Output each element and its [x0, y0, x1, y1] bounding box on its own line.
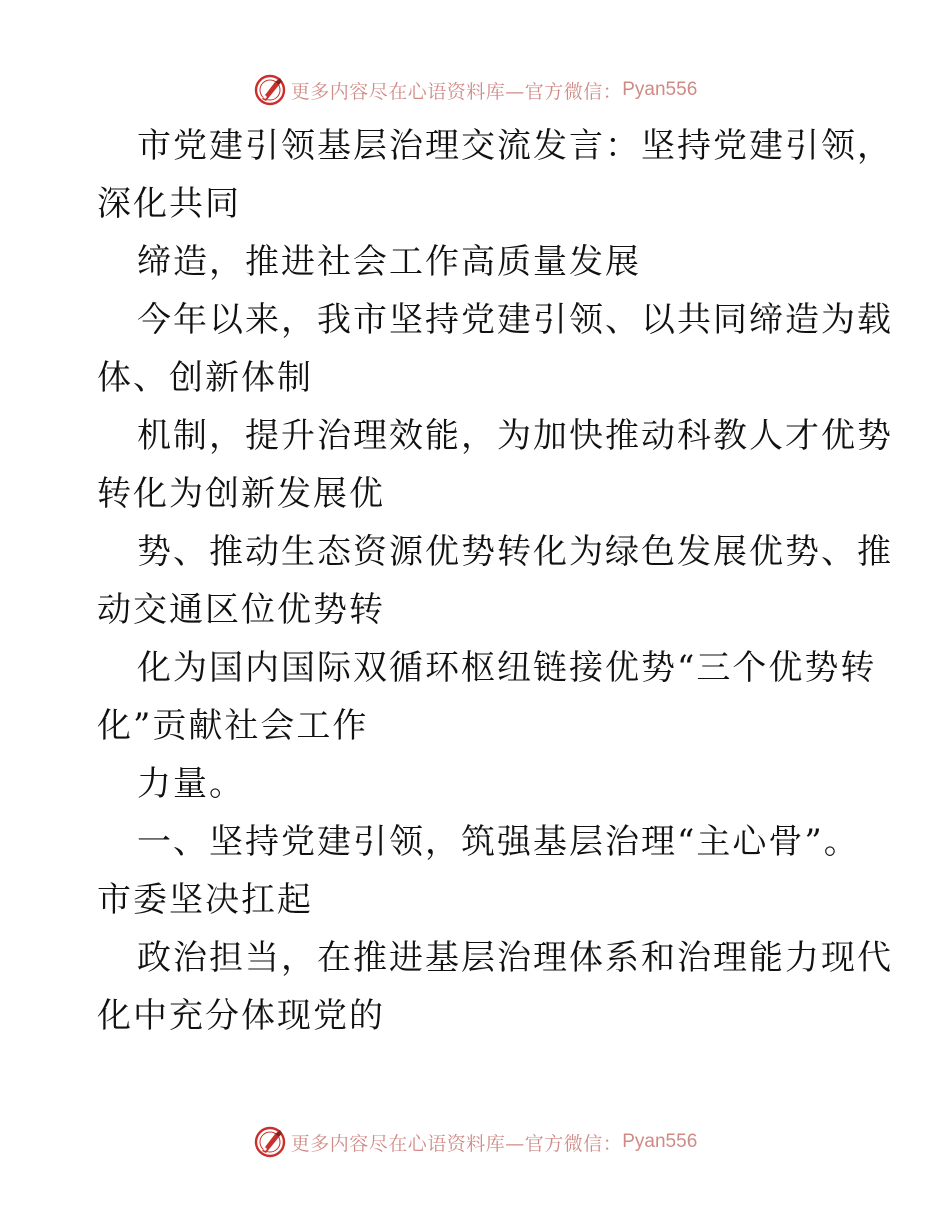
- text-line: 政治担当，在推进基层治理体系和治理能力现代: [137, 938, 893, 978]
- watermark-wechat-id: Pyan556: [622, 79, 698, 100]
- watermark-text: 更多内容尽在心语资料库—官方微信：: [290, 80, 623, 103]
- text-line: 缔造，推进社会工作高质量发展: [137, 242, 641, 282]
- text-line: 市委坚决扛起: [97, 880, 313, 920]
- text-line: 市党建引领基层治理交流发言：坚持党建引领，: [137, 126, 893, 166]
- text-line: 动交通区位优势转: [97, 590, 385, 630]
- text-line: 深化共同: [97, 184, 241, 224]
- text-line: 一、坚持党建引领，筑强基层治理“主心骨”。: [137, 822, 860, 862]
- watermark-text: 更多内容尽在心语资料库—官方微信：: [290, 1132, 623, 1155]
- text-line: 化”贡献社会工作: [97, 706, 369, 746]
- watermark-wechat-id: Pyan556: [622, 1131, 698, 1152]
- text-line: 今年以来，我市坚持党建引领、以共同缔造为载: [137, 300, 893, 340]
- pen-nib-seal-icon: [253, 1125, 287, 1159]
- text-line: 势、推动生态资源优势转化为绿色发展优势、推: [137, 532, 893, 572]
- text-line: 化中充分体现党的: [97, 996, 385, 1036]
- text-line: 化为国内国际双循环枢纽链接优势“三个优势转: [137, 648, 877, 688]
- text-line: 体、创新体制: [97, 358, 313, 398]
- text-line: 力量。: [137, 764, 245, 804]
- document-body: [97, 117, 893, 1045]
- text-line: 机制，提升治理效能，为加快推动科教人才优势: [137, 416, 893, 456]
- text-line: 转化为创新发展优: [97, 474, 385, 514]
- pen-nib-seal-icon: [253, 73, 287, 107]
- footer-watermark: [0, 1122, 950, 1162]
- header-watermark: [0, 70, 950, 110]
